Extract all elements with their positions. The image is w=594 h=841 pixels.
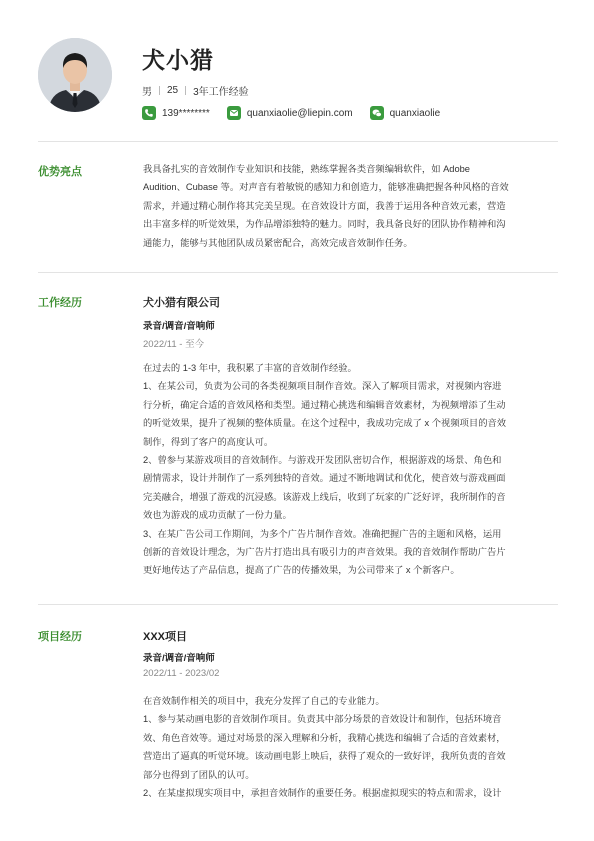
advantages-line: Audition、Cubase 等。对声音有着敏锐的感知力和创造力，能够准确把握各种风格的音效: [143, 182, 509, 193]
meta-separator: [159, 86, 160, 95]
advantages-text: [143, 160, 555, 252]
section-divider: [38, 604, 558, 605]
work-line: 效也为游戏的成功贡献了一份力量。: [143, 510, 292, 521]
work-line: 1、在某公司，负责为公司的各类视频项目制作音效。深入了解项目需求，对视频内容进: [143, 381, 502, 392]
section-divider: [38, 141, 558, 142]
work-line: 完美融合，增强了游戏的沉浸感。该游戏上线后，收到了玩家的广泛好评，我所制作的音: [143, 491, 506, 502]
project-line: 在音效制作相关的项目中，我充分发挥了自己的专业能力。: [143, 696, 385, 706]
wechat-icon: [370, 106, 384, 120]
phone-text: 139********: [162, 107, 210, 119]
project-title: 项目经历: [38, 631, 82, 643]
email-link[interactable]: quanxiaolie@liepin.com: [246, 107, 353, 119]
work-description: [143, 359, 555, 580]
wechat-text: quanxiaolie: [389, 107, 441, 119]
project-line: 部分也得到了团队的认可。: [143, 769, 255, 780]
work-line: 3、在某广告公司工作期间，为多个广告片制作音效。准确把握广告的主题和风格，运用: [143, 528, 502, 539]
project-date: 2022/11 - 2023/02: [143, 668, 220, 679]
work-line: 在过去的 1-3 年中，我积累了丰富的音效制作经验。: [143, 363, 357, 373]
mail-icon: [227, 106, 241, 120]
project-role: 录音/调音/音响师: [143, 653, 215, 664]
section-divider: [38, 272, 558, 273]
work-line: 制作，得到了客户的高度认可。: [143, 436, 274, 447]
project-line: 效、角色音效等。通过对场景的深入理解和分析，我精心挑选和编辑了合适的音效素材，: [143, 732, 506, 743]
meta-separator: [185, 86, 186, 95]
work-line: 更好地传达了产品信息，提高了广告的传播效果，为公司带来了 x 个新客户。: [143, 565, 460, 576]
experience-text: 3年工作经验: [193, 87, 249, 98]
work-line: 的听觉效果，提升了视频的整体质量。在这个过程中，我成功完成了 x 个视频项目的音效: [143, 418, 507, 429]
work-line: 剧情需求，设计并制作了一系列独特的音效。通过不断地调试和优化，使音效与游戏画面: [143, 473, 506, 484]
advantages-line: 我具备扎实的音效制作专业知识和技能，熟练掌握各类音频编辑软件，如 Adobe: [143, 164, 470, 174]
gender-text: 男: [142, 87, 152, 98]
avatar: [38, 38, 112, 112]
wechat-contact: [370, 106, 441, 120]
project-description: [143, 692, 555, 802]
work-line: 2、曾参与某游戏项目的音效制作。与游戏开发团队密切合作，根据游戏的场景、角色和: [143, 455, 502, 466]
project-name: XXX项目: [143, 631, 188, 643]
avatar-portrait-image: [38, 38, 112, 112]
candidate-meta: [142, 83, 249, 98]
work-title: 工作经历: [38, 297, 82, 309]
email-contact: [227, 106, 353, 120]
age-text: 25: [167, 85, 179, 96]
advantages-line: 需求，并通过精心制作将其完美呈现。在音效设计方面，我善于运用各种音效元素，营造: [143, 200, 506, 211]
work-line: 创新的音效设计理念，为广告片打造出具有吸引力的声音效果。我的音效制作帮助广告片: [143, 547, 506, 558]
resume-header: [38, 38, 558, 118]
advantages-line: 出丰富多样的听觉效果，为作品增添独特的魅力。同时，我具备良好的团队协作精神和沟: [143, 219, 506, 230]
company-name: 犬小猎有限公司: [143, 297, 220, 309]
project-line: 1、参与某动画电影的音效制作项目。负责其中部分场景的音效设计和制作，包括环境音: [143, 714, 502, 725]
contact-row: [142, 106, 457, 120]
job-role: 录音/调音/音响师: [143, 321, 215, 332]
phone-icon: [142, 106, 156, 120]
project-line: 营造出了逼真的听觉环境。该动画电影上映后，获得了观众的一致好评，我所负责的音效: [143, 751, 506, 762]
advantages-title: 优势亮点: [38, 166, 82, 178]
project-line: 2、在某虚拟现实项目中，承担音效制作的重要任务。根据虚拟现实的特点和需求，设计: [143, 788, 502, 799]
phone-contact: [142, 106, 210, 120]
candidate-name: 犬小猎: [142, 47, 214, 73]
job-date: 2022/11 - 至今: [143, 339, 205, 350]
work-line: 行分析，确定合适的音效风格和类型。通过精心挑选和编辑音效素材，为视频增添了生动: [143, 399, 506, 410]
advantages-line: 通能力，能够与其他团队成员紧密配合，高效完成音效制作任务。: [143, 237, 413, 248]
